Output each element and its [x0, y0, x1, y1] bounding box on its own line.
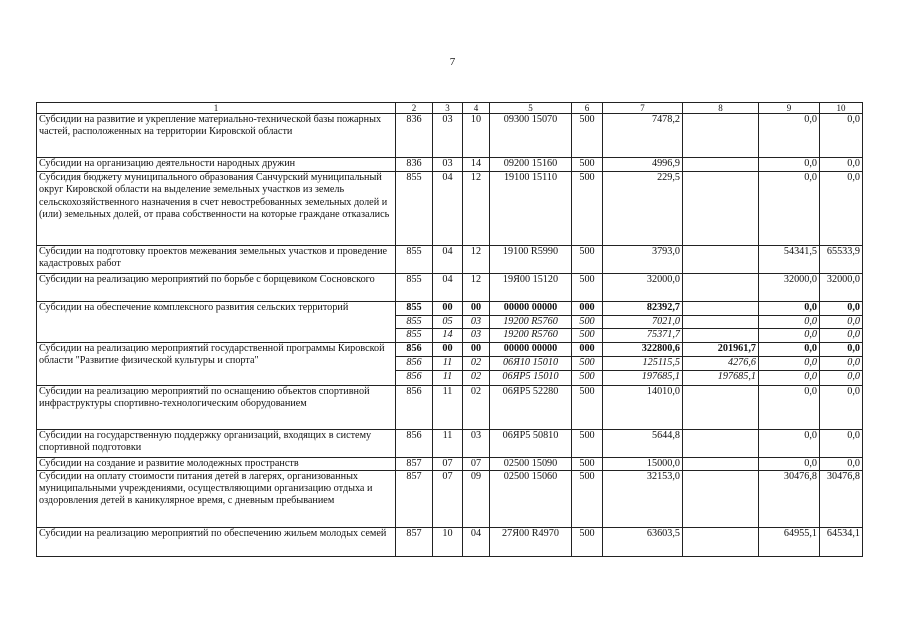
cell-c2: 857	[396, 457, 433, 470]
cell-c2: 856	[396, 385, 433, 429]
cell-c4: 02	[463, 385, 490, 429]
cell-c6: 500	[572, 246, 603, 274]
cell-c3: 11	[433, 429, 463, 457]
cell-c10: 0,0	[820, 385, 863, 429]
cell-c5: 00000 00000	[490, 342, 572, 356]
cell-c4: 02	[463, 356, 490, 370]
cell-c2: 857	[396, 470, 433, 527]
cell-c10: 0,0	[820, 114, 863, 158]
table-row	[37, 429, 863, 457]
subsidy-name: Субсидия бюджету муниципального образования Санчурский муниципальный округ Кировской области на выделение земельных участков из земель сельскохозяйственного назначения в счет невостребованных земельных долей и (или) земельных долей, от права собственности на которые граждане отказались	[37, 172, 396, 246]
cell-c10: 65533,9	[820, 246, 863, 274]
cell-c3: 04	[433, 172, 463, 246]
cell-c9: 32000,0	[759, 274, 820, 302]
table-row	[37, 114, 863, 158]
subsidy-name: Субсидии на государственную поддержку организаций, входящих в систему спортивной подготовки	[37, 429, 396, 457]
table-row	[37, 274, 863, 302]
cell-c9: 0,0	[759, 172, 820, 246]
cell-c7: 14010,0	[603, 385, 683, 429]
cell-c3: 14	[433, 329, 463, 342]
cell-c10: 0,0	[820, 457, 863, 470]
cell-c7: 7021,0	[603, 316, 683, 329]
cell-c6: 000	[572, 342, 603, 356]
cell-c2: 836	[396, 114, 433, 158]
subsidy-name: Субсидии на обеспечение комплексного развития сельских территорий	[37, 302, 396, 343]
page-number: 7	[449, 56, 456, 68]
cell-c9: 0,0	[759, 329, 820, 342]
cell-c5: 06ЯР5 52280	[490, 385, 572, 429]
cell-c5: 19100 15110	[490, 172, 572, 246]
column-header: 10	[820, 103, 863, 114]
cell-c3: 04	[433, 274, 463, 302]
cell-c4: 03	[463, 316, 490, 329]
cell-c6: 500	[572, 370, 603, 385]
cell-c3: 10	[433, 527, 463, 556]
cell-c3: 11	[433, 385, 463, 429]
cell-c5: 06ЯР5 50810	[490, 429, 572, 457]
cell-c10: 0,0	[820, 316, 863, 329]
table-row	[37, 158, 863, 172]
subsidy-name: Субсидии на развитие и укрепление материально-технической базы пожарных частей, расположенных на территории Кировской области	[37, 114, 396, 158]
cell-c5: 02500 15060	[490, 470, 572, 527]
table-row	[37, 172, 863, 246]
subsidy-name: Субсидии на организацию деятельности народных дружин	[37, 158, 396, 172]
column-header: 7	[603, 103, 683, 114]
subsidy-name: Субсидии на оплату стоимости питания детей в лагерях, организованных муниципальными учреждениями, осуществляющими организацию отдыха и оздоровления детей в каникулярное время, с дневным пребыванием	[37, 470, 396, 527]
cell-c4: 02	[463, 370, 490, 385]
cell-c8	[683, 329, 759, 342]
cell-c3: 11	[433, 356, 463, 370]
cell-c8	[683, 457, 759, 470]
cell-c7: 7478,2	[603, 114, 683, 158]
cell-c9: 54341,5	[759, 246, 820, 274]
cell-c6: 500	[572, 356, 603, 370]
cell-c7: 63603,5	[603, 527, 683, 556]
table-row	[37, 470, 863, 527]
cell-c8	[683, 527, 759, 556]
subsidy-name: Субсидии на создание и развитие молодежных пространств	[37, 457, 396, 470]
cell-c7: 4996,9	[603, 158, 683, 172]
cell-c5: 00000 00000	[490, 302, 572, 316]
cell-c5: 27Я00 R4970	[490, 527, 572, 556]
cell-c4: 10	[463, 114, 490, 158]
cell-c3: 00	[433, 342, 463, 356]
cell-c8: 197685,1	[683, 370, 759, 385]
cell-c5: 19200 R5760	[490, 329, 572, 342]
cell-c8	[683, 385, 759, 429]
cell-c8	[683, 316, 759, 329]
cell-c5: 09200 15160	[490, 158, 572, 172]
cell-c2: 855	[396, 172, 433, 246]
cell-c10: 0,0	[820, 356, 863, 370]
cell-c10: 0,0	[820, 342, 863, 356]
cell-c5: 19Я00 15120	[490, 274, 572, 302]
cell-c9: 0,0	[759, 457, 820, 470]
cell-c3: 07	[433, 457, 463, 470]
cell-c4: 03	[463, 429, 490, 457]
cell-c10: 0,0	[820, 172, 863, 246]
cell-c8	[683, 470, 759, 527]
cell-c10: 0,0	[820, 158, 863, 172]
column-header: 5	[490, 103, 572, 114]
cell-c6: 500	[572, 429, 603, 457]
subsidy-name: Субсидии на реализацию мероприятий государственной программы Кировской области "Развитие физической культуры и спорта"	[37, 342, 396, 385]
subsidy-name: Субсидии на реализацию мероприятий по борьбе с борщевиком Сосновского	[37, 274, 396, 302]
cell-c6: 500	[572, 457, 603, 470]
table-row	[37, 527, 863, 556]
cell-c9: 0,0	[759, 342, 820, 356]
cell-c8	[683, 114, 759, 158]
cell-c7: 32000,0	[603, 274, 683, 302]
cell-c8: 201961,7	[683, 342, 759, 356]
cell-c4: 09	[463, 470, 490, 527]
cell-c6: 500	[572, 172, 603, 246]
cell-c8	[683, 302, 759, 316]
cell-c9: 0,0	[759, 316, 820, 329]
cell-c6: 500	[572, 114, 603, 158]
cell-c2: 857	[396, 527, 433, 556]
cell-c8	[683, 429, 759, 457]
cell-c9: 30476,8	[759, 470, 820, 527]
cell-c7: 197685,1	[603, 370, 683, 385]
cell-c10: 0,0	[820, 302, 863, 316]
cell-c6: 500	[572, 470, 603, 527]
cell-c7: 32153,0	[603, 470, 683, 527]
cell-c2: 856	[396, 370, 433, 385]
cell-c5: 19100 R5990	[490, 246, 572, 274]
cell-c2: 856	[396, 429, 433, 457]
cell-c3: 07	[433, 470, 463, 527]
cell-c10: 0,0	[820, 429, 863, 457]
subsidy-name: Субсидии на реализацию мероприятий по обеспечению жильем молодых семей	[37, 527, 396, 556]
cell-c7: 75371,7	[603, 329, 683, 342]
cell-c5: 06ЯР5 15010	[490, 370, 572, 385]
cell-c2: 855	[396, 316, 433, 329]
table-row	[37, 385, 863, 429]
cell-c9: 0,0	[759, 370, 820, 385]
column-header: 1	[37, 103, 396, 114]
cell-c8	[683, 172, 759, 246]
cell-c7: 82392,7	[603, 302, 683, 316]
cell-c2: 855	[396, 246, 433, 274]
cell-c6: 500	[572, 329, 603, 342]
cell-c4: 00	[463, 302, 490, 316]
column-header: 2	[396, 103, 433, 114]
cell-c9: 0,0	[759, 385, 820, 429]
column-header: 6	[572, 103, 603, 114]
cell-c2: 855	[396, 329, 433, 342]
cell-c3: 04	[433, 246, 463, 274]
cell-c3: 05	[433, 316, 463, 329]
cell-c7: 5644,8	[603, 429, 683, 457]
cell-c3: 03	[433, 158, 463, 172]
cell-c3: 03	[433, 114, 463, 158]
budget-table	[36, 102, 863, 557]
cell-c5: 06Я10 15010	[490, 356, 572, 370]
cell-c6: 500	[572, 158, 603, 172]
cell-c9: 0,0	[759, 356, 820, 370]
cell-c9: 0,0	[759, 429, 820, 457]
table-row	[37, 302, 863, 316]
cell-c7: 229,5	[603, 172, 683, 246]
cell-c9: 0,0	[759, 302, 820, 316]
cell-c2: 856	[396, 342, 433, 356]
table-row	[37, 457, 863, 470]
cell-c9: 0,0	[759, 114, 820, 158]
cell-c2: 856	[396, 356, 433, 370]
cell-c7: 3793,0	[603, 246, 683, 274]
cell-c4: 12	[463, 274, 490, 302]
cell-c7: 322800,6	[603, 342, 683, 356]
cell-c7: 125115,5	[603, 356, 683, 370]
cell-c5: 02500 15090	[490, 457, 572, 470]
cell-c8	[683, 158, 759, 172]
column-header: 8	[683, 103, 759, 114]
cell-c10: 0,0	[820, 370, 863, 385]
cell-c10: 30476,8	[820, 470, 863, 527]
column-header: 9	[759, 103, 820, 114]
cell-c7: 15000,0	[603, 457, 683, 470]
cell-c9: 0,0	[759, 158, 820, 172]
cell-c10: 64534,1	[820, 527, 863, 556]
table-row	[37, 342, 863, 356]
cell-c9: 64955,1	[759, 527, 820, 556]
cell-c3: 00	[433, 302, 463, 316]
cell-c4: 14	[463, 158, 490, 172]
cell-c8	[683, 274, 759, 302]
cell-c4: 12	[463, 172, 490, 246]
cell-c5: 19200 R5760	[490, 316, 572, 329]
cell-c4: 00	[463, 342, 490, 356]
cell-c6: 500	[572, 316, 603, 329]
cell-c5: 09300 15070	[490, 114, 572, 158]
cell-c8: 4276,6	[683, 356, 759, 370]
cell-c4: 04	[463, 527, 490, 556]
cell-c3: 11	[433, 370, 463, 385]
cell-c6: 500	[572, 274, 603, 302]
column-header: 4	[463, 103, 490, 114]
cell-c6: 500	[572, 385, 603, 429]
subsidy-name: Субсидии на подготовку проектов межевания земельных участков и проведение кадастровых работ	[37, 246, 396, 274]
cell-c6: 000	[572, 302, 603, 316]
cell-c2: 855	[396, 302, 433, 316]
cell-c8	[683, 246, 759, 274]
column-header: 3	[433, 103, 463, 114]
cell-c2: 836	[396, 158, 433, 172]
cell-c4: 03	[463, 329, 490, 342]
cell-c6: 500	[572, 527, 603, 556]
cell-c10: 0,0	[820, 329, 863, 342]
subsidy-name: Субсидии на реализацию мероприятий по оснащению объектов спортивной инфраструктуры спортивно-технологическим оборудованием	[37, 385, 396, 429]
cell-c4: 12	[463, 246, 490, 274]
cell-c10: 32000,0	[820, 274, 863, 302]
header-row	[37, 103, 863, 114]
cell-c2: 855	[396, 274, 433, 302]
table-row	[37, 246, 863, 274]
cell-c4: 07	[463, 457, 490, 470]
